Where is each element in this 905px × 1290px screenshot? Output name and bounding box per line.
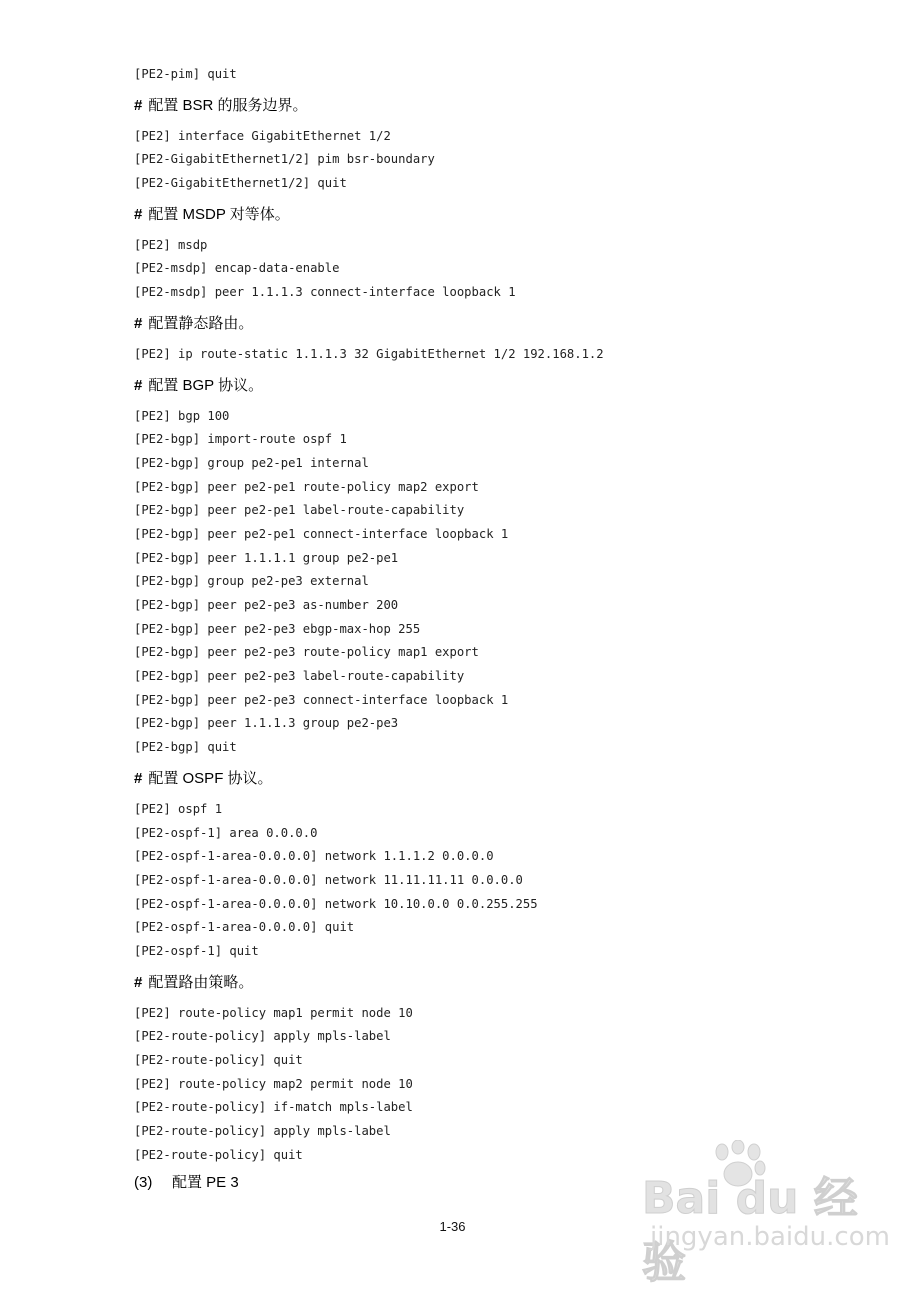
- code-line: [PE2-bgp] peer pe2-pe3 as-number 200: [134, 598, 399, 612]
- code-line: [PE2-GigabitEthernet1/2] quit: [134, 176, 347, 191]
- heading-text: 配置 OSPF 协议。: [148, 769, 273, 787]
- code-line: [PE2-pim] quit: [134, 67, 237, 81]
- section-heading: [134, 964, 834, 1002]
- code-line: [PE2] route-policy map2 permit node 10: [134, 1076, 413, 1091]
- code-line: [PE2-bgp] import-route ospf 1: [134, 432, 347, 447]
- code-line: [PE2] bgp 100: [134, 408, 230, 423]
- section-heading: [134, 305, 834, 343]
- hash-marker: #: [134, 96, 143, 114]
- hash-marker: #: [134, 973, 143, 991]
- code-line: [PE2-bgp] group pe2-pe1 internal: [134, 455, 369, 470]
- code-line: [PE2-bgp] group pe2-pe3 external: [134, 574, 369, 589]
- baidu-jingyan-watermark: [620, 1140, 900, 1288]
- heading-text: 配置 BGP 协议。: [148, 376, 264, 394]
- code-line: [PE2-route-policy] if-match mpls-label: [134, 1100, 413, 1115]
- heading-text: 配置路由策略。: [148, 973, 254, 991]
- section-heading: [134, 196, 834, 234]
- code-line: [PE2-GigabitEthernet1/2] pim bsr-boundary: [134, 152, 435, 167]
- hash-marker: #: [134, 205, 143, 223]
- code-line: [PE2-ospf-1-area-0.0.0.0] network 1.1.1.2 0.0.0.0: [134, 849, 494, 864]
- hash-marker: #: [134, 376, 143, 394]
- hash-marker: #: [134, 769, 143, 787]
- code-line: [PE2-msdp] encap-data-enable: [134, 261, 340, 276]
- code-line: [PE2-bgp] peer 1.1.1.1 group pe2-pe1: [134, 550, 399, 565]
- section-heading: [134, 87, 834, 125]
- code-line: [PE2-ospf-1-area-0.0.0.0] network 11.11.11.11 0.0.0.0: [134, 872, 523, 887]
- code-line: [PE2-bgp] peer pe2-pe1 route-policy map2 export: [134, 479, 479, 494]
- watermark-url: jingyan.baidu.com: [650, 1222, 890, 1252]
- code-line: [PE2-bgp] peer pe2-pe3 label-route-capability: [134, 669, 465, 684]
- code-line: [PE2] ospf 1: [134, 801, 223, 816]
- watermark-logo-text: Bai du 经验: [642, 1173, 858, 1288]
- page-number: 1-36: [439, 1219, 466, 1234]
- document-body: [134, 63, 834, 1199]
- code-line: [PE2-ospf-1-area-0.0.0.0] quit: [134, 920, 355, 935]
- code-line: [PE2-route-policy] apply mpls-label: [134, 1124, 391, 1139]
- code-line: [PE2-bgp] peer 1.1.1.3 group pe2-pe3: [134, 716, 399, 731]
- code-line: [PE2-bgp] peer pe2-pe1 connect-interface loopback 1: [134, 526, 509, 541]
- code-line: [PE2-bgp] peer pe2-pe1 label-route-capability: [134, 503, 465, 518]
- heading-text: 配置 MSDP 对等体。: [148, 205, 290, 223]
- code-line: [PE2-ospf-1-area-0.0.0.0] network 10.10.0.0 0.0.255.255: [134, 896, 538, 911]
- code-line: [PE2-ospf-1] area 0.0.0.0: [134, 825, 318, 840]
- code-line: [PE2-ospf-1] quit: [134, 943, 259, 958]
- code-line: [PE2] msdp: [134, 237, 208, 252]
- code-line: [PE2] interface GigabitEthernet 1/2: [134, 128, 391, 143]
- heading-text: 配置 BSR 的服务边界。: [148, 96, 308, 114]
- step-number: (3): [134, 1174, 153, 1192]
- code-line: [PE2-bgp] quit: [134, 740, 237, 755]
- section-heading: [134, 367, 834, 405]
- section-heading: [134, 760, 834, 798]
- code-line: [PE2] route-policy map1 permit node 10: [134, 1005, 413, 1020]
- code-line: [PE2-route-policy] quit: [134, 1053, 303, 1067]
- code-line: [PE2-route-policy] quit: [134, 1147, 303, 1162]
- code-line: [PE2-bgp] peer pe2-pe3 route-policy map1 export: [134, 645, 479, 660]
- code-line: [PE2] ip route-static 1.1.1.3 32 GigabitEthernet 1/2 192.168.1.2: [134, 346, 604, 361]
- step-text: 配置 PE 3: [172, 1174, 239, 1192]
- code-line: [PE2-bgp] peer pe2-pe3 connect-interface loopback 1: [134, 692, 509, 707]
- heading-text: 配置静态路由。: [148, 314, 254, 332]
- code-line: [PE2-bgp] peer pe2-pe3 ebgp-max-hop 255: [134, 621, 421, 636]
- code-line: [PE2-route-policy] apply mpls-label: [134, 1029, 391, 1044]
- hash-marker: #: [134, 314, 143, 332]
- code-line: [PE2-msdp] peer 1.1.1.3 connect-interface loopback 1: [134, 285, 516, 300]
